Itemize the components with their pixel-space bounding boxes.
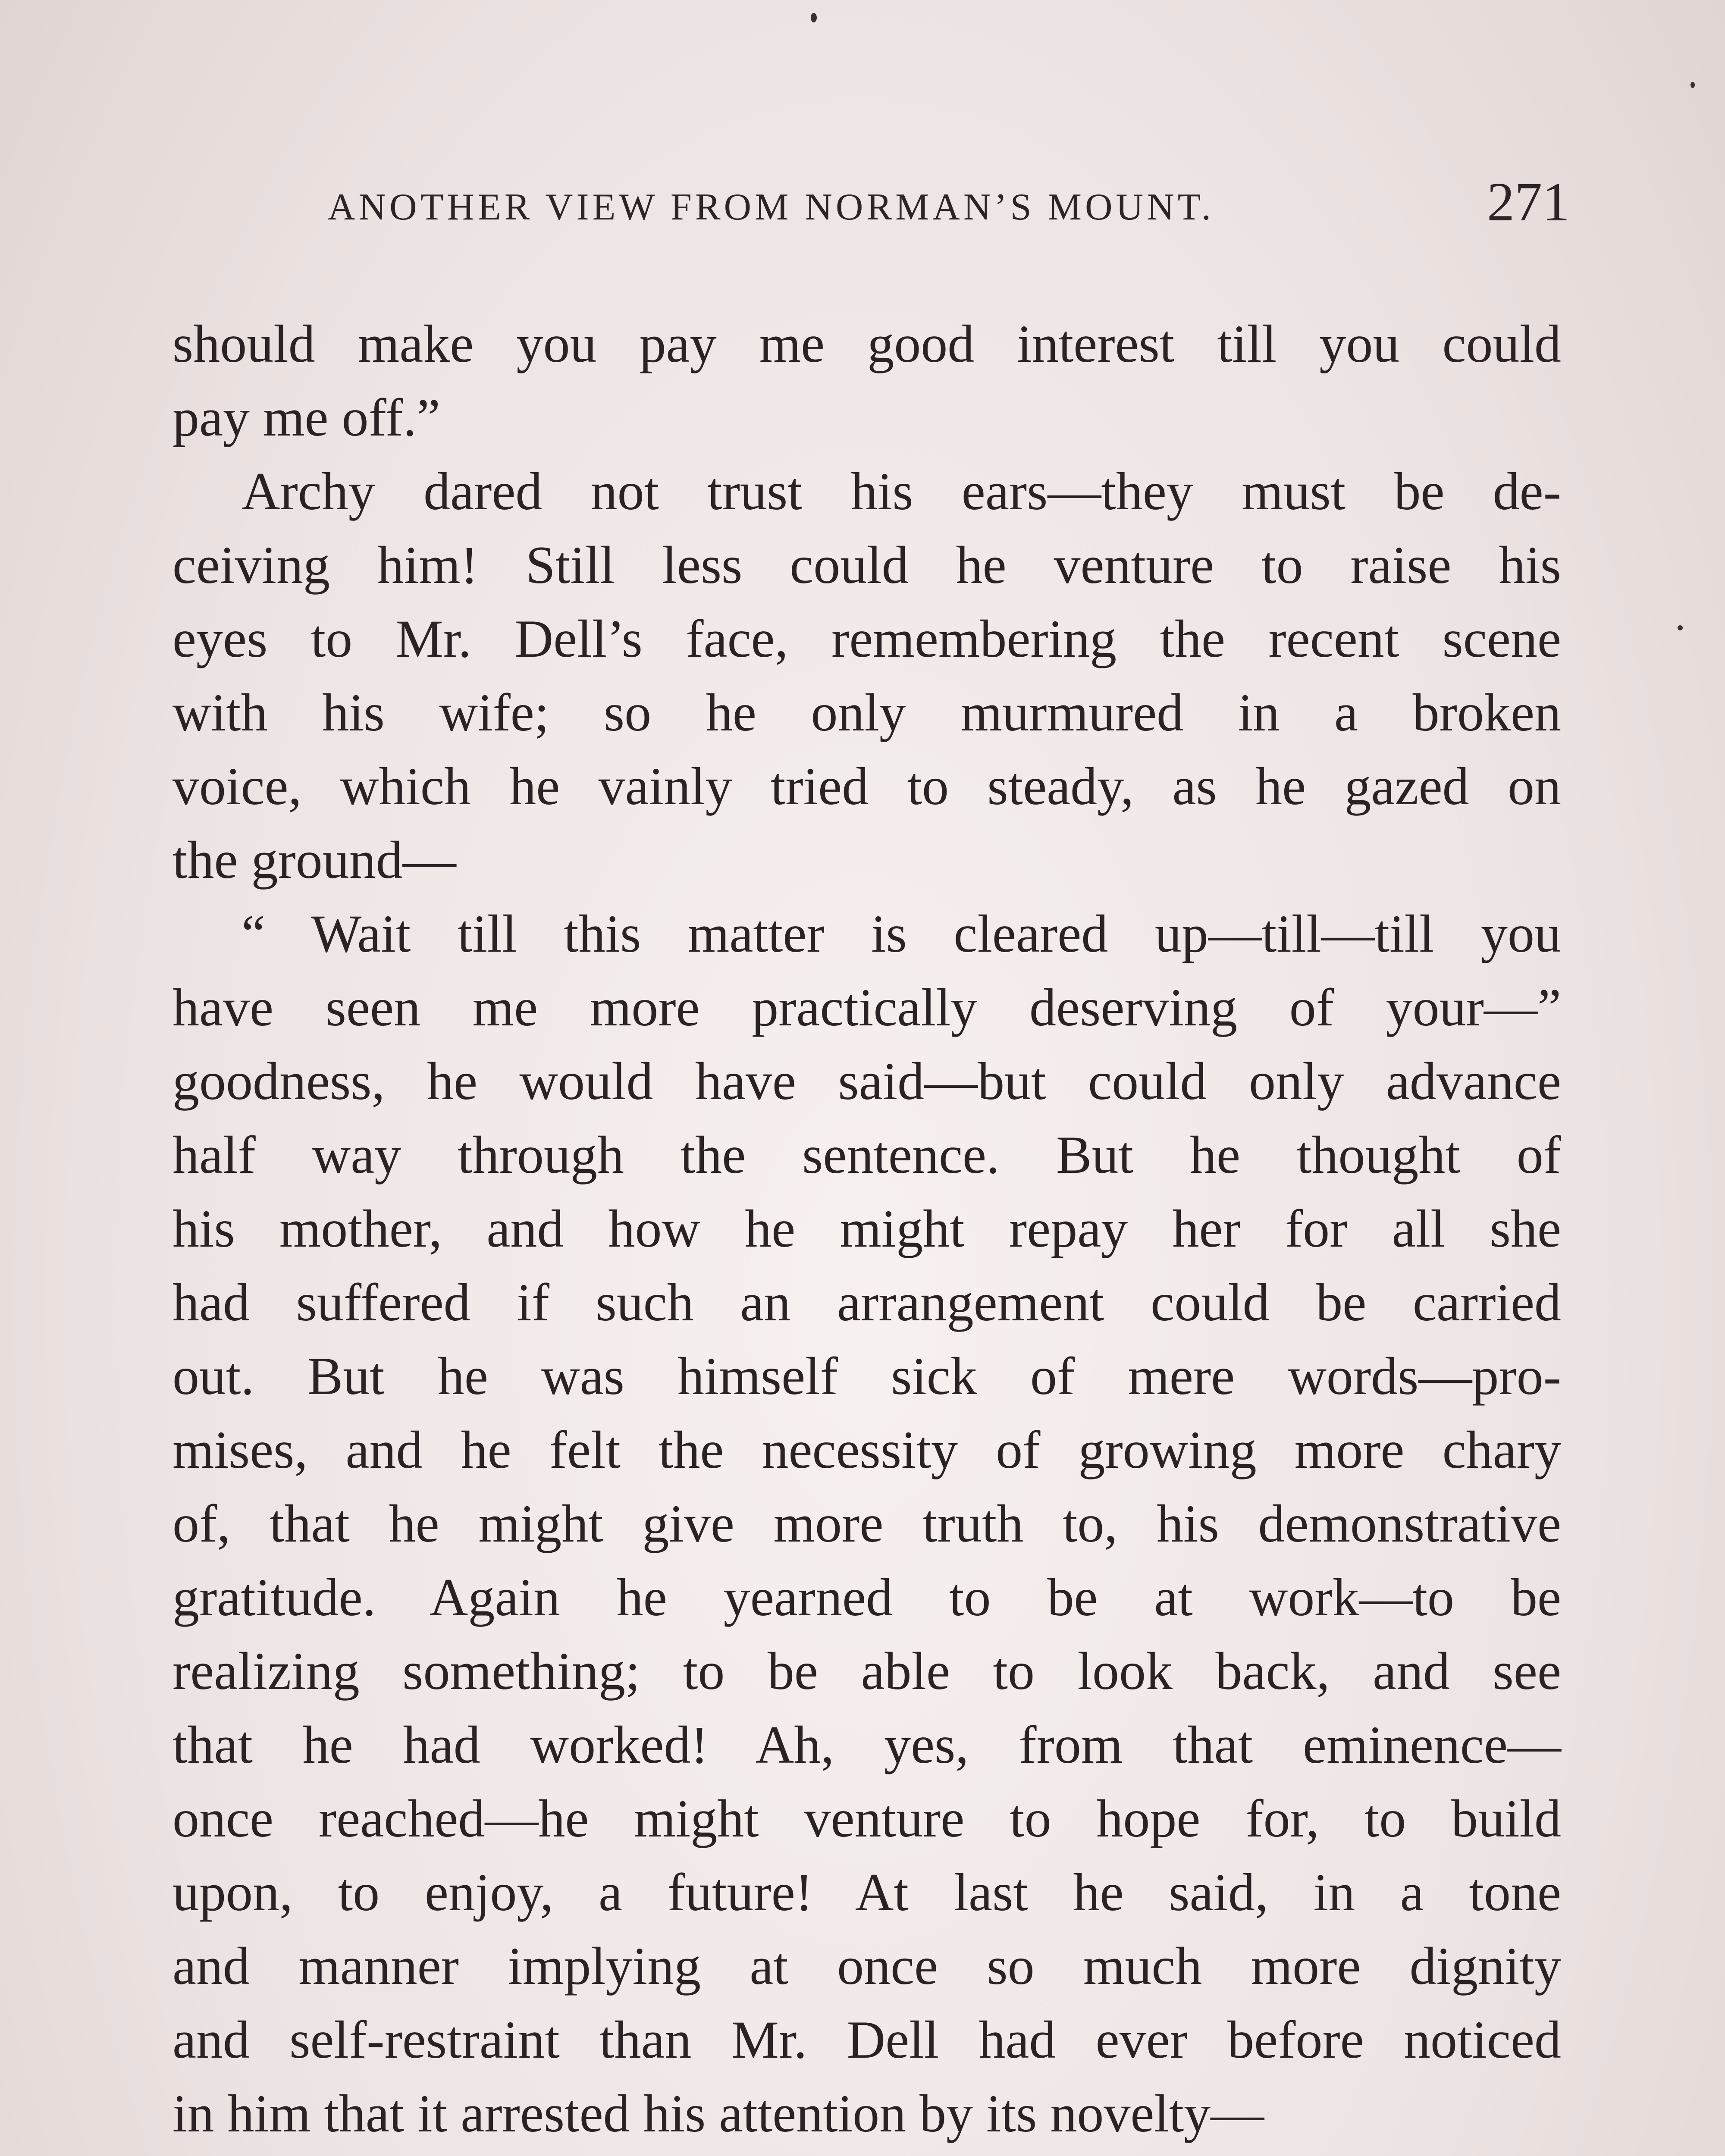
text-line: and self-restraint than Mr. Dell had ever before noticed — [172, 2010, 1561, 2069]
text-line: out. But he was himself sick of mere words—pro- — [172, 1347, 1561, 1406]
text-line — [172, 2150, 1561, 2156]
paper-speck — [1690, 82, 1695, 88]
text-line: of, that he might give more truth to, his demonstrative — [172, 1494, 1561, 1553]
text-line: upon, to enjoy, a future! At last he said, in a tone — [172, 1863, 1561, 1922]
text-line: goodness, he would have said—but could only advance — [172, 1052, 1561, 1111]
text-line: in him that it arrested his attention by its novelty— — [172, 2084, 1264, 2143]
text-line: mises, and he felt the necessity of growing more chary — [172, 1420, 1561, 1479]
text-line: eyes to Mr. Dell’s face, remembering the recent scene — [172, 609, 1561, 668]
text-line: realizing something; to be able to look back, and see — [172, 1642, 1561, 1701]
text-line: gratitude. Again he yearned to be at work—to be — [172, 1568, 1561, 1627]
text-line: had suffered if such an arrangement could be carried — [172, 1273, 1561, 1332]
text-line: Archy dared not trust his ears—they must be de- — [242, 462, 1561, 521]
text-line: ceiving him! Still less could he venture to raise his — [172, 536, 1561, 595]
paper-speck — [1678, 625, 1683, 630]
text-line: that he had worked! Ah, yes, from that eminence— — [172, 1715, 1561, 1774]
text-line: should make you pay me good interest till you could — [172, 314, 1561, 373]
running-title: ANOTHER VIEW FROM NORMAN’S MOUNT. — [328, 186, 1214, 228]
text-line: voice, which he vainly tried to steady, as he gazed on — [172, 757, 1561, 816]
text-line: “ Wait till this matter is cleared up—till—till you — [242, 904, 1561, 963]
text-line: and manner implying at once so much more dignity — [172, 1937, 1561, 1996]
page-number: 271 — [1487, 171, 1570, 232]
text-line: have seen me more practically deserving of your—” — [172, 978, 1561, 1037]
text-line: pay me off.” — [172, 388, 440, 447]
text-line: his mother, and how he might repay her for all she — [172, 1199, 1561, 1258]
running-head — [328, 170, 1570, 248]
text-line: with his wife; so he only murmured in a broken — [172, 683, 1561, 742]
body-text — [172, 307, 1561, 2156]
paper-speck — [811, 13, 817, 22]
text-line: half way through the sentence. But he thought of — [172, 1125, 1561, 1185]
text-line: the ground— — [172, 830, 456, 890]
text-line: once reached—he might venture to hope for, to build — [172, 1789, 1561, 1848]
